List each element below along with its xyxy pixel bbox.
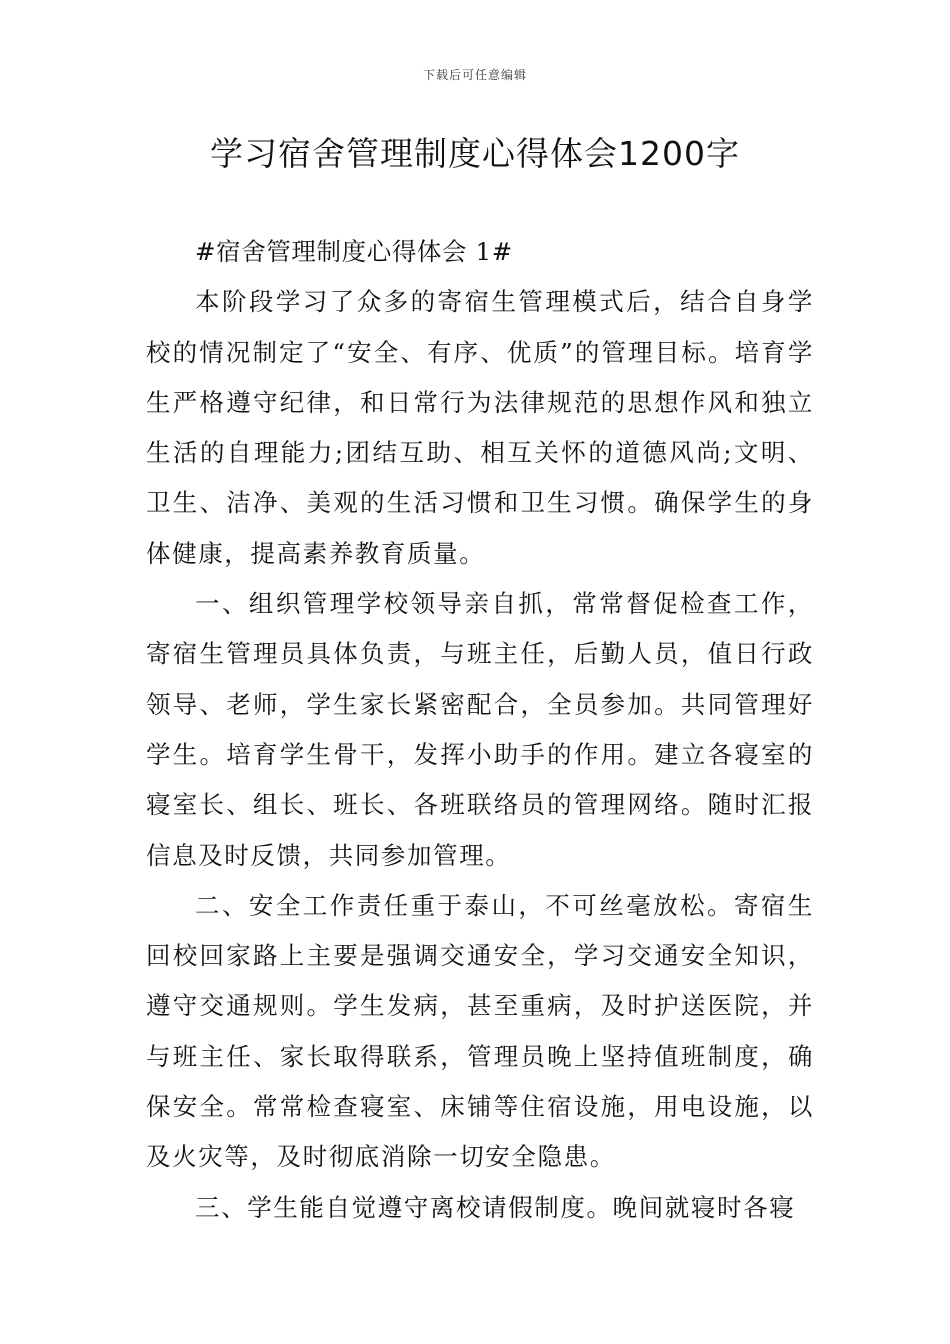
paragraph-organization: 一、组织管理学校领导亲自抓，常常督促检查工作，寄宿生管理员具体负责，与班主任，后勤人员，值日行政领导、老师，学生家长紧密配合，全员参加。共同管理好学生。培育学生骨干，发挥小助手的作用。建立各寝室的寝室长、组长、班长、各班联络员的管理网络。随时汇报信息及时反馈，共同参加管理。 xyxy=(146,589,814,870)
section-heading: #宿舍管理制度心得体会 1# xyxy=(195,237,513,266)
paragraph-leave-policy: 三、学生能自觉遵守离校请假制度。晚间就寝时各寝 xyxy=(195,1192,796,1222)
document-title: 学习宿舍管理制度心得体会1200字 xyxy=(210,134,740,173)
header-note: 下载后可任意编辑 xyxy=(422,68,527,82)
paragraph-intro: 本阶段学习了众多的寄宿生管理模式后，结合自身学校的情况制定了“安全、有序、优质”的管理目标。培育学生严格遵守纪律，和日常行为法律规范的思想作风和独立生活的自理能力;团结互助、相互关怀的道德风尚;文明、卫生、洁净、美观的生活习惯和卫生习惯。确保学生的身体健康，提高素养教育质量。 xyxy=(146,287,814,568)
document-body xyxy=(146,227,814,1233)
paragraph-safety: 二、安全工作责任重于泰山，不可丝毫放松。寄宿生回校回家路上主要是强调交通安全，学习交通安全知识，遵守交通规则。学生发病，甚至重病，及时护送医院，并与班主任、家长取得联系，管理员晚上坚持值班制度，确保安全。常常检查寝室、床铺等住宿设施，用电设施，以及火灾等，及时彻底消除一切安全隐患。 xyxy=(146,890,814,1172)
